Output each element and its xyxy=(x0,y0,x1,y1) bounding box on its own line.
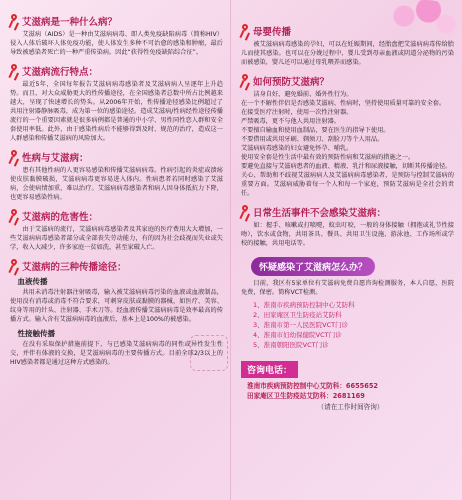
section-text: 患有其他性病的人更容易感染和传播艾滋病病毒。性病引起的炎症或溃疡使皮肤黏膜破损，艾滋病病毒更容易进入体内。性病患者若同时感染了艾滋病，会使病情加重，难以治疗。艾滋病病毒感染者和病人因身体抵抗力下降，也更容易感染性病。 xyxy=(10,166,223,201)
section-text: 如：握手、咳嗽或打喷嚏，蚊虫叮咬，一般的身体接触（拥抱或礼节性接吻），饮水或食物，共用茶具、餐具、共用卫生设施、游泳池、工作场所或学校的接触，共用电话等。 xyxy=(241,221,454,247)
section-title xyxy=(241,74,454,88)
vct-list xyxy=(241,300,454,349)
section-heading: 艾滋病流行特点： xyxy=(22,66,99,78)
red-ribbon-icon xyxy=(10,259,18,273)
red-ribbon-icon xyxy=(10,14,18,28)
section-heading: 艾滋病的危害性： xyxy=(22,211,99,223)
red-ribbon-icon xyxy=(10,64,18,78)
section-text: 共用未消毒注射器注射吸毒，输入被艾滋病病毒污染的血液或血液制品，使用没有消毒或消毒不符合要求，可刺穿皮肤或黏膜的器械，如医疗、美容、纹身等用的针头、注射器、手术刀等。经血液传播艾滋病病毒是效率最高的传播方式。输入含有艾滋病病毒的血液后，基本上是100%的被感染。 xyxy=(10,288,223,323)
contact-info xyxy=(241,381,454,413)
red-ribbon-icon xyxy=(10,150,18,164)
list-item: 1、淮南市疾病预防控制中心艾防科 xyxy=(253,300,355,309)
help-text: 目前，我区有5家单位有艾滋病免费自愿咨询检测服务，本人自愿，医院免费，保密。简称VCT检测。 xyxy=(241,279,454,296)
section-text: 被艾滋病病毒感染的孕妇，可以在妊娠期间，经胎盘把艾滋病病毒传给胎儿而使其感染。也可以在分娩过程中、婴儿受到母亲血液或阴道分泌物的污染而被感染，婴儿还可以通过母乳喂养而感染。 xyxy=(241,41,454,66)
contact-line: 田家庵区卫生防疫站艾防科：2681169 xyxy=(247,392,365,401)
subsection-heading: 血液传播 xyxy=(17,276,48,286)
list-item: 4、淮南市妇幼保健院VCT门诊 xyxy=(253,330,342,339)
subsection-heading: 性接触传播 xyxy=(17,328,55,338)
section-title xyxy=(241,205,454,219)
section-heading: 艾滋病是一种什么病？ xyxy=(22,17,118,28)
section-heading: 性病与艾滋病： xyxy=(22,152,89,164)
section-title xyxy=(10,14,223,28)
red-ribbon-icon xyxy=(10,209,18,223)
red-ribbon-icon xyxy=(241,74,249,88)
section-text: 洁身自好，避免婚前、婚外性行为。 在一个不解性伴侣是否感染艾滋病、性病时，坚持使用质量可靠的安全套。 在接受医疗注射时，使用一次性注射器。 严禁吸毒，更不与他人共用注射器。 不要擅自输血和使用血制品，要在医生的指导下使用。 不要借用或共用牙刷、剃须刀、刮脸刀等个人用品。 艾滋病病毒感染的妇女避免怀孕、哺乳。 使用安全套是性生活中最有效的预防性病和艾滋病的措施之一。 要避免直接与艾滋病患者的血液、精液、乳汁和尿液接触，切断其传播途径。 关心、帮助和不歧视艾滋病病人及艾滋病病毒感染者，是预防与控制艾滋病的重要方面。艾滋病威胁着每一个人和每一个家庭，预防艾滋病是全社会的责任。 xyxy=(241,90,454,197)
section-heading: 母婴传播 xyxy=(253,27,292,38)
section-heading: 艾滋病的三种传播途径： xyxy=(22,261,127,273)
section-title xyxy=(10,150,223,164)
contact-title: 咨询电话： xyxy=(241,361,298,378)
section-title xyxy=(241,24,454,38)
right-column xyxy=(231,0,462,500)
section-title xyxy=(10,259,223,273)
contact-note: （请在工作时间咨询） xyxy=(317,402,384,411)
red-ribbon-icon xyxy=(241,205,249,219)
syringe-image xyxy=(190,335,228,371)
list-item: 5、淮南朝阳医院VCT门诊 xyxy=(253,340,329,349)
list-item: 2、田家庵区卫生防疫站艾防科 xyxy=(253,310,342,319)
section-title xyxy=(10,64,223,78)
section-text: 在没有采取保护措施前提下，与已感染艾滋病病毒的同性或异性发生性交，并伴有体液的交换，是艾滋病病毒的主要传播方式。目前全球2/3以上的HIV感染者都是通过这种方式感染的。 xyxy=(10,340,223,366)
help-banner: 怀疑感染了艾滋病怎么办？ xyxy=(251,257,375,276)
section-text: 最近5年，全国每年报告艾滋病病毒感染者及艾滋病病人呈逐年上升趋势。而且，对大众威胁更大的性传播途径，在全国感染者总数中所占比例越来越大，呈现了快速增长的势头。从2006年开始，性传播途径感染比例超过了共用注射器静脉吸毒，成为第一位的感染途径。造成艾滋病/性病经性途径传播流行的一个重要因素就是很多病例都是普通的中小学、男性同性恋人群和安全套使用率低。此外，由于感染性病后不能够得到及时、规范的治疗，造成这一人群感染和传播艾滋病的风险加大。 xyxy=(10,80,223,142)
red-ribbon-icon xyxy=(241,24,249,38)
list-item: 3、淮南市第一人民医院VCT门诊 xyxy=(253,320,349,329)
section-title xyxy=(10,209,223,223)
contact-line: 淮南市疾病预防控制中心艾防科：6655652 xyxy=(247,381,379,390)
section-text: 艾滋病（AIDS）是一种由艾滋病病毒、即人类免疫缺陷病毒（简称HIV）侵入人体后破坏人体免疫功能，使人体发生多种不可治愈的感染和肿瘤，最后导致被感染者死亡的一种严重传染病。因此“获得性免疫缺陷综合征”。 xyxy=(10,31,223,56)
section-heading: 日常生活事件不会感染艾滋病： xyxy=(253,207,387,219)
section-text: 由于艾滋病的流行，艾滋病病毒感染者及其家庭的医疗费用大大增加，一些艾滋病病毒感染者部分或全部丧失劳动能力，有的因为社会歧视而失业或失学，收入大减少，许多家庭一贫如洗，甚至家破人亡。 xyxy=(10,225,223,251)
section-heading: 如何预防艾滋病？ xyxy=(253,76,330,88)
